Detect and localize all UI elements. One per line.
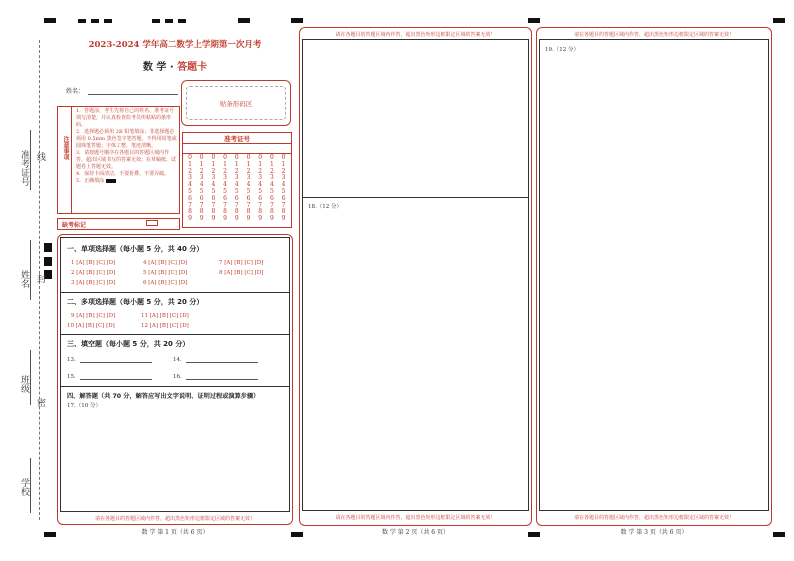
digit-column	[185, 155, 195, 223]
digit-bubble[interactable]: 6	[199, 194, 204, 202]
digit-bubble[interactable]: 0	[211, 154, 216, 161]
side-label-seal: 封	[35, 274, 45, 283]
digit-bubble[interactable]: 6	[234, 194, 239, 202]
name-label: 姓名：	[66, 88, 85, 95]
choice-q12[interactable]: 12 [A] [B] [C] [D]	[141, 323, 189, 329]
digit-bubble[interactable]: 8	[269, 208, 274, 216]
digit-bubble[interactable]: 7	[199, 201, 204, 209]
choice-q2[interactable]: 2 [A] [B] [C] [D]	[71, 270, 116, 276]
digit-column	[232, 155, 242, 223]
digit-bubble[interactable]: 0	[269, 154, 274, 161]
side-label-name: 姓名	[19, 270, 29, 288]
alignment-mark	[773, 532, 785, 537]
choice-q6[interactable]: 6 [A] [B] [C] [D]	[143, 280, 188, 286]
digit-bubble[interactable]: 3	[223, 174, 227, 182]
digit-bubble[interactable]: 5	[269, 187, 274, 195]
alignment-mark	[44, 243, 52, 252]
page2-top-warning: 请在各题目的答题区域内作答，超出黑色矩形边框限定区域的答案无效！	[335, 32, 496, 38]
alignment-mark	[291, 18, 303, 23]
alignment-mark	[152, 19, 160, 23]
digit-bubble[interactable]: 9	[258, 215, 263, 223]
digit-bubble[interactable]: 8	[234, 208, 239, 216]
digit-bubble[interactable]: 1	[223, 160, 227, 168]
digit-bubble[interactable]: 5	[258, 187, 263, 195]
digit-bubble[interactable]: 1	[234, 160, 239, 168]
page1-answer-area	[60, 237, 290, 512]
digit-bubble[interactable]: 8	[223, 208, 227, 216]
notice-item: 4．保持卡面清洁，不要折叠、不要弄破。	[76, 171, 170, 177]
digit-bubble[interactable]: 5	[281, 187, 286, 195]
notice-text	[76, 108, 178, 185]
side-underline	[30, 458, 31, 513]
digit-bubble[interactable]: 1	[211, 160, 216, 168]
choice-q5[interactable]: 5 [A] [B] [C] [D]	[143, 270, 188, 276]
digit-bubble[interactable]: 6	[269, 194, 274, 202]
alignment-mark	[773, 18, 785, 23]
digit-bubble[interactable]: 9	[223, 215, 227, 223]
side-underline	[30, 350, 31, 405]
choice-q1[interactable]: 1 [A] [B] [C] [D]	[71, 260, 116, 266]
digit-bubble[interactable]: 1	[188, 160, 192, 168]
digit-bubble[interactable]: 3	[269, 174, 274, 182]
notice-label: 注意事项	[62, 136, 69, 160]
absent-checkbox[interactable]	[146, 220, 158, 226]
choice-q4[interactable]: 4 [A] [B] [C] [D]	[143, 260, 188, 266]
page3-number: 数 学 第 3 页（共 6 页）	[620, 529, 688, 536]
subtitle-suffix: 答题卡	[177, 62, 208, 73]
digit-bubble[interactable]: 5	[246, 187, 251, 195]
digit-bubble[interactable]: 3	[199, 174, 204, 182]
digit-bubble[interactable]: 0	[234, 154, 239, 161]
digit-bubble[interactable]: 3	[211, 174, 216, 182]
side-label-class: 班级	[19, 375, 29, 393]
section-divider	[61, 334, 289, 335]
digit-bubble[interactable]: 6	[188, 194, 192, 202]
choice-q9[interactable]: 9 [A] [B] [C] [D]	[71, 313, 116, 319]
section-divider	[61, 386, 289, 387]
side-label-secret: 密	[35, 398, 45, 407]
page3-bottom-warning: 请在各题目的答题区域内作答，超出黑色矩形边框限定区域的答案无效！	[573, 515, 734, 521]
digit-bubble[interactable]: 2	[281, 167, 286, 175]
digit-bubble[interactable]: 8	[258, 208, 263, 216]
card-subtitle	[60, 58, 290, 73]
digit-bubble[interactable]: 6	[223, 194, 227, 202]
page1-number: 数 学 第 1 页（共 6 页）	[141, 529, 209, 536]
choice-q11[interactable]: 11 [A] [B] [C] [D]	[141, 313, 189, 319]
alignment-mark	[44, 18, 56, 23]
digit-bubble[interactable]: 0	[258, 154, 263, 161]
digit-bubble[interactable]: 0	[199, 154, 204, 161]
digit-bubble[interactable]: 5	[188, 187, 192, 195]
digit-bubble[interactable]: 4	[211, 181, 216, 189]
page1-warning: 请在各题目的答题区域内作答，超出黑色矩形边框限定区域的答案无效！	[94, 516, 255, 522]
digit-bubble[interactable]: 0	[188, 154, 192, 161]
question-17-label: 17.（10 分）	[67, 403, 101, 409]
alignment-mark	[91, 19, 99, 23]
digit-bubble[interactable]: 2	[223, 167, 227, 175]
digit-bubble[interactable]: 6	[246, 194, 251, 202]
question-19-label: 19.（12 分）	[545, 47, 579, 53]
digit-bubble[interactable]: 3	[234, 174, 239, 182]
digit-bubble[interactable]: 7	[246, 201, 251, 209]
digit-column	[267, 155, 277, 223]
digit-bubble[interactable]: 1	[246, 160, 251, 168]
page3-answer-area	[539, 39, 769, 511]
candidate-number-label: 准考证号	[224, 135, 250, 143]
side-label-school: 学校	[19, 478, 29, 496]
digit-bubble[interactable]: 7	[234, 201, 239, 209]
digit-bubble[interactable]: 4	[234, 181, 239, 189]
alignment-mark	[44, 532, 56, 537]
digit-bubble[interactable]: 0	[246, 154, 251, 161]
digit-bubble[interactable]: 8	[281, 208, 286, 216]
alignment-mark	[165, 19, 173, 23]
notice-item: 3．请按题号顺序在各题目的答题区域内作答，超出区域书写的答案无效；在草稿纸、试题卷上答题无效。	[76, 150, 177, 170]
digit-bubble[interactable]: 2	[234, 167, 239, 175]
digit-bubble[interactable]: 9	[211, 215, 216, 223]
digit-bubble[interactable]: 4	[269, 181, 274, 189]
page3-top-warning: 请在各题目的答题区域内作答，超出黑色矩形边框限定区域的答案无效！	[573, 32, 734, 38]
side-underline	[30, 240, 31, 300]
digit-bubble[interactable]: 9	[188, 215, 192, 223]
digit-bubble[interactable]: 7	[223, 201, 227, 209]
digit-column	[208, 155, 218, 223]
digit-bubble[interactable]: 4	[246, 181, 251, 189]
alignment-mark	[238, 18, 250, 23]
digit-bubble[interactable]: 2	[188, 167, 192, 175]
digit-bubble[interactable]: 7	[211, 201, 216, 209]
digit-bubble[interactable]: 8	[246, 208, 251, 216]
digit-bubble[interactable]: 8	[188, 208, 192, 216]
digit-bubble[interactable]: 2	[258, 167, 263, 175]
digit-column	[220, 155, 230, 223]
digit-bubble[interactable]: 9	[269, 215, 274, 223]
digit-bubble[interactable]: 5	[234, 187, 239, 195]
digit-bubble[interactable]: 9	[199, 215, 204, 223]
section-blank-title: 三、填空题（每小题 5 分，共 20 分）	[67, 340, 190, 348]
digit-bubble[interactable]: 1	[199, 160, 204, 168]
digit-bubble[interactable]: 5	[199, 187, 204, 195]
digit-bubble[interactable]: 6	[258, 194, 263, 202]
choice-q8[interactable]: 8 [A] [B] [C] [D]	[219, 270, 264, 276]
choice-q10[interactable]: 10 [A] [B] [C] [D]	[67, 323, 115, 329]
digit-bubble[interactable]: 3	[246, 174, 251, 182]
digit-bubble[interactable]: 4	[281, 181, 286, 189]
choice-q3[interactable]: 3 [A] [B] [C] [D]	[71, 280, 116, 286]
alignment-mark	[104, 19, 112, 23]
digit-column	[244, 155, 254, 223]
digit-bubble[interactable]: 4	[199, 181, 204, 189]
digit-bubble[interactable]: 1	[258, 160, 263, 168]
notice-divider	[71, 106, 72, 214]
alignment-mark	[44, 257, 52, 266]
digit-bubble[interactable]: 7	[258, 201, 263, 209]
alignment-mark	[528, 18, 540, 23]
digit-bubble[interactable]: 4	[258, 181, 263, 189]
question-18-label: 18.（12 分）	[308, 204, 342, 210]
alignment-mark	[178, 19, 186, 23]
exam-title: 2023-2024 学年高二数学上学期第一次月考	[88, 40, 262, 50]
barcode-label: 贴条形码区	[219, 100, 253, 108]
page2-answer-area	[302, 39, 529, 511]
digit-bubble[interactable]: 9	[234, 215, 239, 223]
digit-bubble[interactable]: 8	[199, 208, 204, 216]
digit-column	[279, 155, 289, 223]
digit-bubble[interactable]: 2	[246, 167, 251, 175]
section-solve-title: 四、解答题（共 70 分，解答应写出文字说明、证明过程或演算步骤）	[67, 393, 260, 400]
section-divider	[61, 292, 289, 293]
notice-item: 2．选择题必须用 2B 铅笔填涂；非选择题必须用 0.5mm 黑色签字笔答题，不得用铅笔或圆珠笔答题；字体工整、笔迹清晰。	[76, 129, 177, 149]
name-field[interactable]	[88, 94, 178, 95]
side-label-line: 线	[35, 152, 45, 161]
digit-bubble[interactable]: 3	[188, 174, 192, 182]
page2-divider	[302, 197, 529, 198]
digit-bubble[interactable]: 9	[281, 215, 286, 223]
digit-bubble[interactable]: 6	[211, 194, 216, 202]
filled-sample-mark	[106, 179, 116, 183]
digit-bubble[interactable]: 3	[258, 174, 263, 182]
digit-bubble[interactable]: 2	[211, 167, 216, 175]
digit-bubble[interactable]: 2	[269, 167, 274, 175]
candidate-number-header-line	[182, 143, 292, 144]
side-label-candidate-no: 准考证号	[19, 150, 29, 186]
digit-bubble[interactable]: 6	[281, 194, 286, 202]
digit-bubble[interactable]: 1	[269, 160, 274, 168]
notice-item: 5．正确填涂	[76, 178, 178, 185]
digit-bubble[interactable]: 7	[188, 201, 192, 209]
page2-number: 数 学 第 2 页（共 6 页）	[381, 529, 450, 536]
page2-bottom-warning: 请在各题目的答题区域内作答，超出黑色矩形边框限定区域的答案无效！	[335, 515, 496, 521]
section-single-title: 一、单项选择题（每小题 5 分，共 40 分）	[67, 245, 204, 253]
digit-column	[197, 155, 207, 223]
absent-label: 缺考标记	[62, 222, 87, 229]
digit-bubble[interactable]: 4	[188, 181, 192, 189]
digit-bubble[interactable]: 7	[269, 201, 274, 209]
digit-bubble[interactable]: 3	[281, 174, 286, 182]
digit-bubble[interactable]: 8	[211, 208, 216, 216]
digit-column	[255, 155, 265, 223]
alignment-mark	[78, 19, 86, 23]
digit-bubble[interactable]: 0	[281, 154, 286, 161]
digit-bubble[interactable]: 2	[199, 167, 204, 175]
subtitle-prefix: 数 学 ·	[142, 62, 178, 73]
digit-bubble[interactable]: 5	[223, 187, 227, 195]
section-multi-title: 二、多项选择题（每小题 5 分，共 20 分）	[67, 298, 204, 306]
choice-q7[interactable]: 7 [A] [B] [C] [D]	[219, 260, 264, 266]
notice-item: 1．答题前，考生先将自己的姓名、准考证号填写清楚，并认真检查监考员所粘贴的条形码。	[76, 108, 175, 128]
blank-q15[interactable]: 15.	[67, 374, 152, 380]
side-underline	[30, 130, 31, 190]
digit-bubble[interactable]: 7	[281, 201, 286, 209]
blank-q13[interactable]: 13.	[67, 357, 152, 363]
digit-bubble[interactable]: 5	[211, 187, 216, 195]
blank-q14[interactable]: 14.	[173, 357, 258, 363]
digit-bubble[interactable]: 4	[223, 181, 227, 189]
blank-q16[interactable]: 16.	[173, 374, 258, 380]
digit-bubble[interactable]: 9	[246, 215, 251, 223]
digit-bubble[interactable]: 0	[223, 154, 227, 161]
digit-bubble[interactable]: 1	[281, 160, 286, 168]
